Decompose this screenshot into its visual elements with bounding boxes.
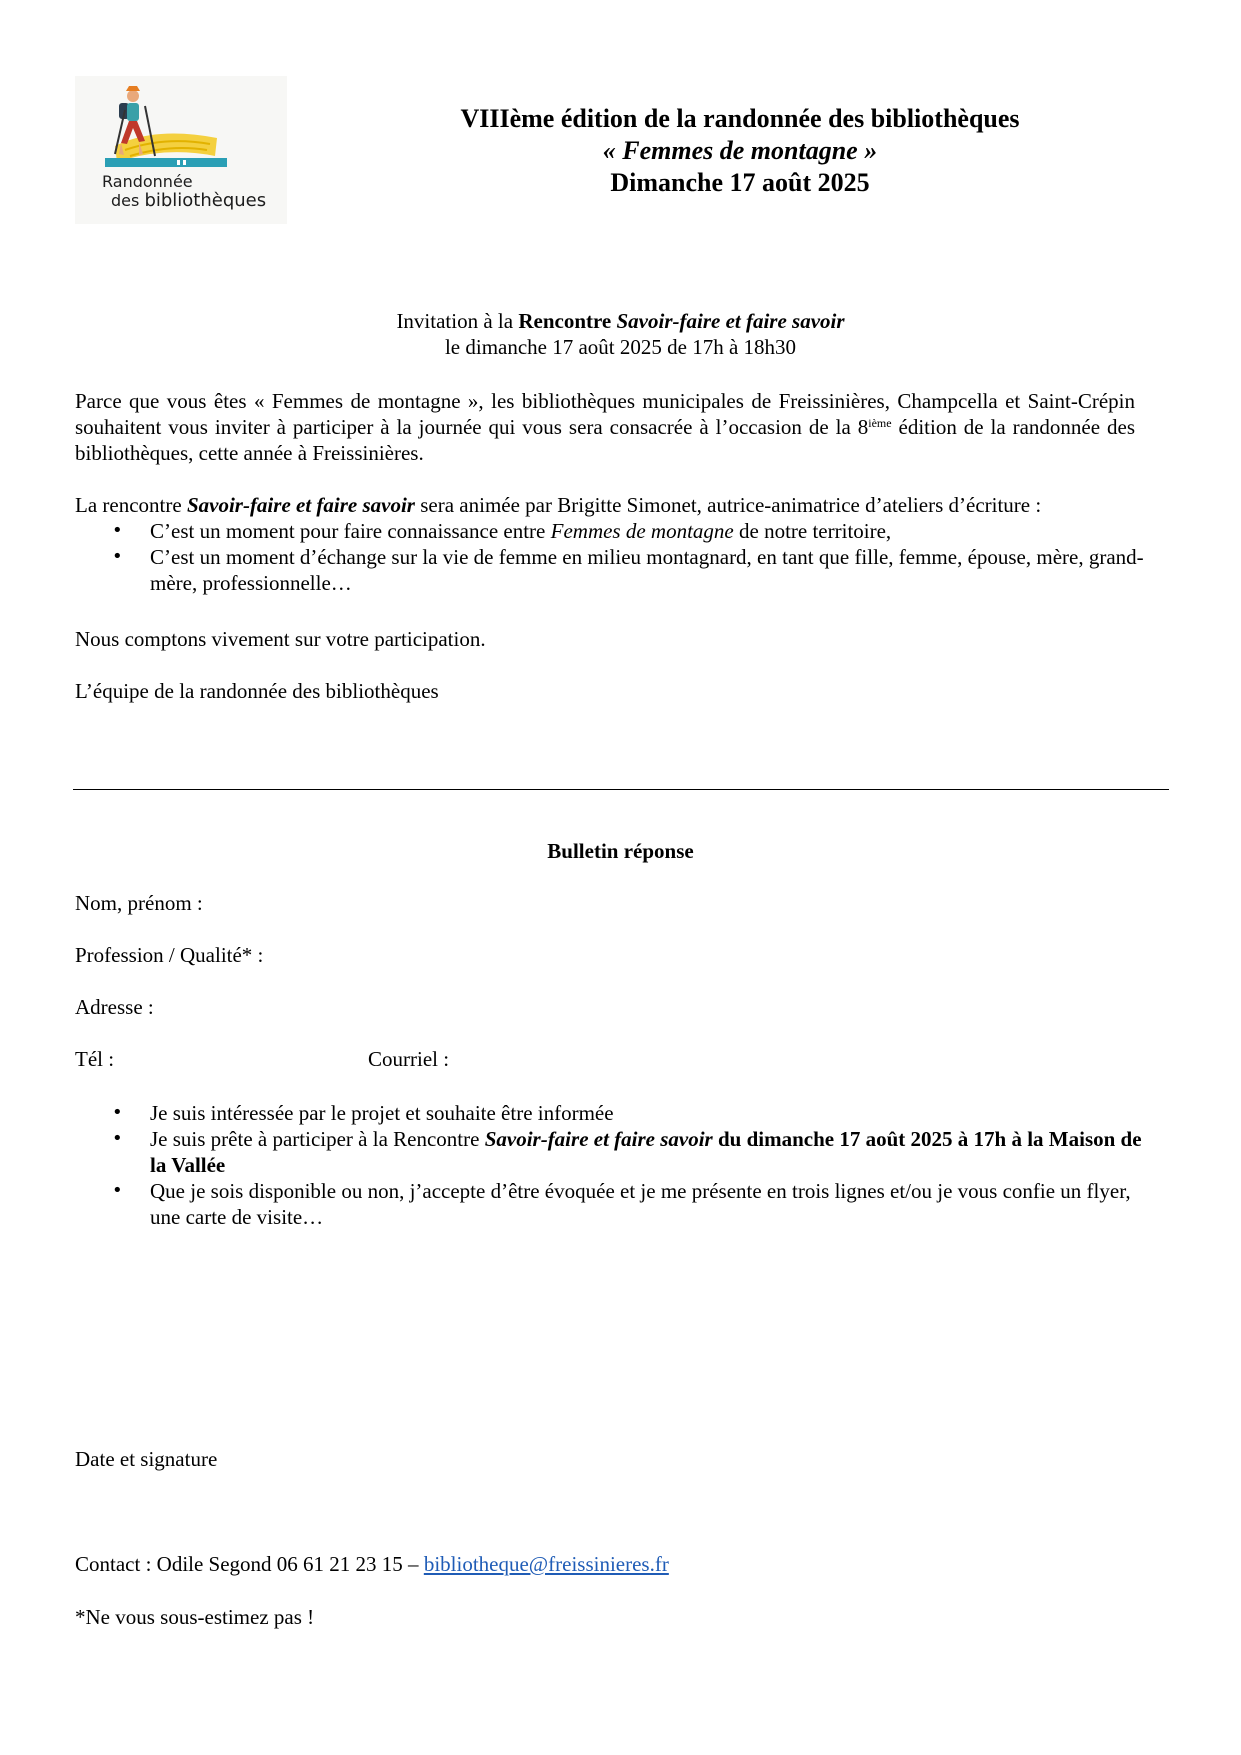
event-theme: « Femmes de montagne » xyxy=(602,136,878,165)
divider xyxy=(73,789,1169,790)
footnote: *Ne vous sous-estimez pas ! xyxy=(75,1605,315,1629)
meeting-bullets xyxy=(75,518,1145,596)
date-signature-label: Date et signature xyxy=(75,1447,218,1471)
intro-paragraph: Parce que vous êtes « Femmes de montagne », les bibliothèques municipales de Freissinières, Champcella et Saint-Crépin souhaitent vous inviter à participer à la journée qui vous sera consacrée à l’occasion de la 8ième édition de la randonnée des bibliothèques, cette année à Freissinières. xyxy=(75,389,1136,465)
logo xyxy=(75,76,287,224)
list-item: • Que je sois disponible ou non, j’accepte d’être évoquée et je me présente en trois lignes et/ou je vous confie un flyer, une carte de visite… xyxy=(75,1178,1145,1230)
logo-text-bibliotheques: des bibliothèques xyxy=(111,190,267,211)
meeting-description: La rencontre Savoir-faire et faire savoir sera animée par Brigitte Simonet, autrice-animatrice d’ateliers d’écriture : xyxy=(75,493,1042,517)
signature-line: L’équipe de la randonnée des bibliothèques xyxy=(75,679,439,703)
list-item: • C’est un moment pour faire connaissance entre Femmes de montagne de notre territoire, xyxy=(75,518,1145,544)
closing-line: Nous comptons vivement sur votre participation. xyxy=(75,627,486,651)
profession-field-label: Profession / Qualité* : xyxy=(75,943,264,967)
list-item: • Je suis prête à participer à la Rencontre Savoir-faire et faire savoir du dimanche 17 août 2025 à 17h à la Maison de la Vallée xyxy=(75,1126,1145,1178)
form-title: Bulletin réponse xyxy=(547,839,694,863)
list-item: • Je suis intéressée par le projet et souhaite être informée xyxy=(75,1100,1145,1126)
event-date: Dimanche 17 août 2025 xyxy=(610,168,870,197)
name-field-label: Nom, prénom : xyxy=(75,891,203,915)
email-field-label: Courriel : xyxy=(368,1047,450,1071)
logo-text-randonnee: Randonnée xyxy=(102,172,193,191)
list-item: • C’est un moment d’échange sur la vie de femme en milieu montagnard, en tant que fille, femme, épouse, mère, grand-mère, professionnelle… xyxy=(75,544,1145,596)
address-field-label: Adresse : xyxy=(75,995,154,1019)
event-title: VIIIème édition de la randonnée des bibliothèques xyxy=(460,104,1020,133)
tel-field-label: Tél : xyxy=(75,1047,115,1071)
invitation-heading: Invitation à la Rencontre Savoir-faire et faire savoir xyxy=(396,309,845,333)
invitation-date: le dimanche 17 août 2025 de 17h à 18h30 xyxy=(444,335,797,359)
response-options xyxy=(75,1100,1145,1230)
contact-line: Contact : Odile Segond 06 61 21 23 15 – bibliotheque@freissinieres.fr xyxy=(75,1552,669,1576)
contact-email-link[interactable]: bibliotheque@freissinieres.fr xyxy=(423,1552,669,1576)
